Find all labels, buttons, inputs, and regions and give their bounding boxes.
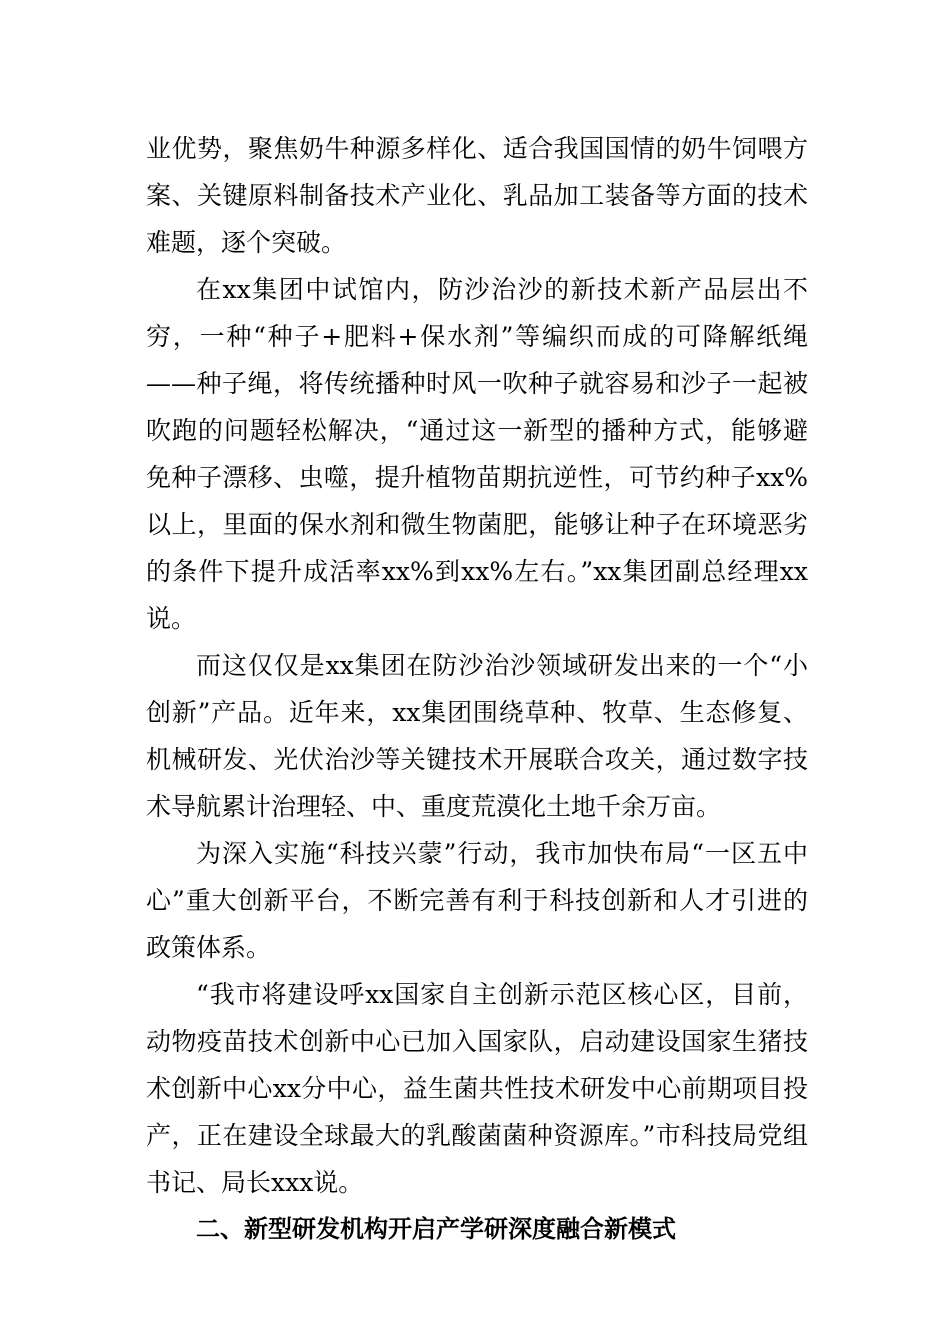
paragraph-tech-action: 为深入实施“科技兴蒙”行动，我市加快布局“一区五中心”重大创新平台，不断完善有利于科技创新和人才引进的政策体系。: [146, 839, 808, 962]
section-heading: 二、新型研发机构开启产学研深度融合新模式: [196, 1215, 676, 1243]
paragraph-quote-bureau: “我市将建设呼xx国家自主创新示范区核心区，目前，动物疫苗技术创新中心已加入国家队，启动建设国家生猪技术创新中心xx分中心，益生菌共性技术研发中心前期项目投产，正在建设全球最大的乳酸菌菌种资源库。”市科技局党组书记、局长xxx说。: [146, 980, 808, 1197]
document-page: [146, 125, 808, 1253]
paragraph-small-innovation: 而这仅仅是xx集团在防沙治沙领域研发出来的一个“小创新”产品。近年来，xx集团围绕草种、牧草、生态修复、机械研发、光伏治沙等关键技术开展联合攻关，通过数字技术导航累计治理轻、中、重度荒漠化土地千余万亩。: [146, 651, 808, 821]
paragraph-seed-rope: 在xx集团中试馆内，防沙治沙的新技术新产品层出不穷，一种“种子+肥料+保水剂”等编织而成的可降解纸绳——种子绳，将传统播种时风一吹种子就容易和沙子一起被吹跑的问题轻松解决，“通过这一新型的播种方式，能够避免种子漂移、虫噬，提升植物苗期抗逆性，可节约种子xx%以上，里面的保水剂和微生物菌肥，能够让种子在环境恶劣的条件下提升成活率xx%到xx%左右。”xx集团副总经理xx说。: [146, 275, 808, 633]
paragraph-continuation: 业优势，聚焦奶牛种源多样化、适合我国国情的奶牛饲喂方案、关键原料制备技术产业化、乳品加工装备等方面的技术难题，逐个突破。: [146, 134, 808, 257]
